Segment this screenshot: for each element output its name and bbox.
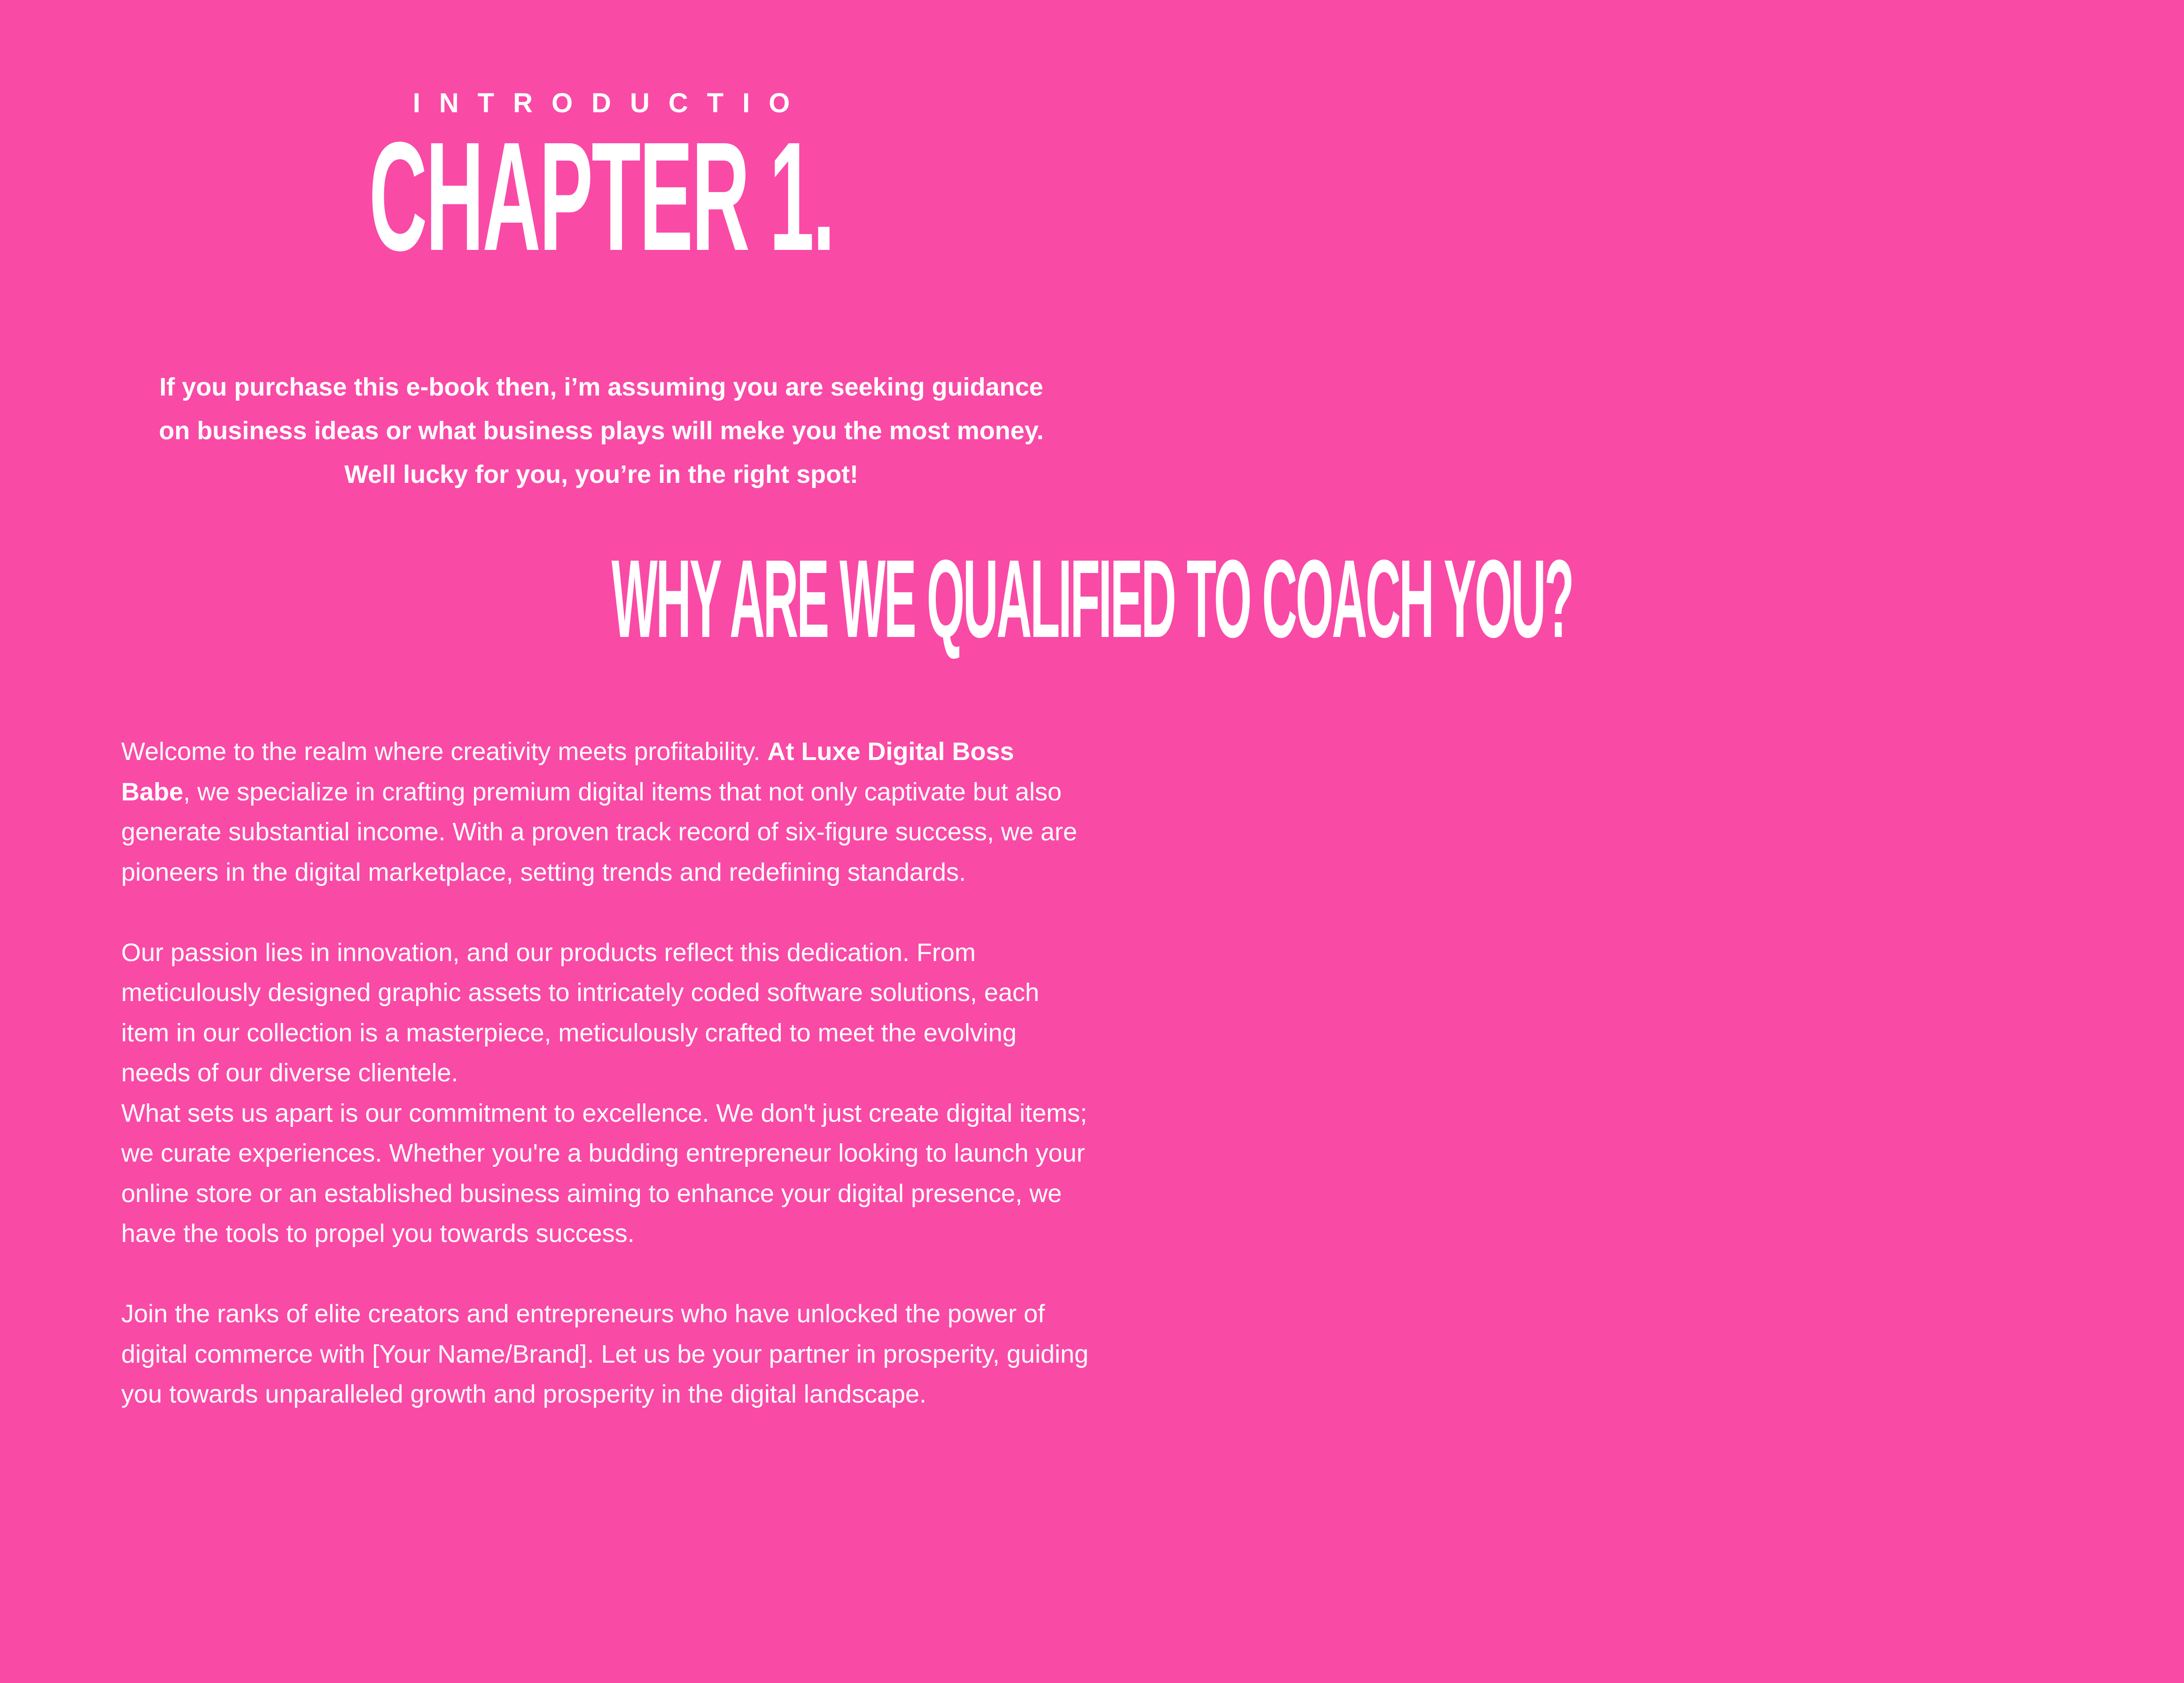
- paragraph-gap: [121, 1254, 1089, 1295]
- intro-line: If you purchase this e-book then, i’m assuming you are seeking guidance: [159, 373, 1043, 401]
- intro-line: Well lucky for you, you’re in the right spot!: [344, 460, 859, 489]
- section-heading-wrapper: [0, 537, 1573, 661]
- section-heading: WHY ARE WE QUALIFIED TO COACH YOU?: [611, 537, 1573, 661]
- paragraph-welcome-intro: Welcome to the realm where creativity meets profitability.: [121, 737, 768, 766]
- paragraph-gap: [121, 892, 1089, 933]
- intro-line: on business ideas or what business plays will meke you the most money.: [159, 417, 1044, 445]
- chapter-title-wrapper: [0, 109, 1203, 283]
- intro-block: [85, 365, 1118, 496]
- chapter-title: CHAPTER 1.: [369, 109, 834, 283]
- paragraph-welcome: [121, 732, 1089, 892]
- paragraph-join: Join the ranks of elite creators and entrepreneurs who have unlocked the power of digital commerce with [Your Name/Brand]. Let us be your partner in prosperity, guiding you towards unparalleled growth and prosperity in the digital landscape.: [121, 1300, 1089, 1408]
- body-text: [121, 732, 1089, 1415]
- brand-name: At Luxe Digital Boss Babe: [121, 737, 1014, 806]
- paragraph-passion: Our passion lies in innovation, and our products reflect this dedication. From meticulously designed graphic assets to intricately coded software solutions, each item in our collection is a masterpiece, meticulously crafted to meet the evolving needs of our diverse clientele.: [121, 938, 1040, 1087]
- paragraph-welcome-rest: , we specialize in crafting premium digital items that not only captivate but also generate substantial income. With a proven track record of six-figure success, we are pioneers in the digital marketplace, setting trends and redefining standards.: [121, 777, 1077, 886]
- paragraph-excellence: What sets us apart is our commitment to excellence. We don't just create digital items; we curate experiences. Whether you're a budding entrepreneur looking to launch your online store or an established business aiming to enhance your digital presence, we have the tools to propel you towards success.: [121, 1099, 1088, 1248]
- chapter-eyebrow: INTRODUCTIO: [412, 88, 809, 118]
